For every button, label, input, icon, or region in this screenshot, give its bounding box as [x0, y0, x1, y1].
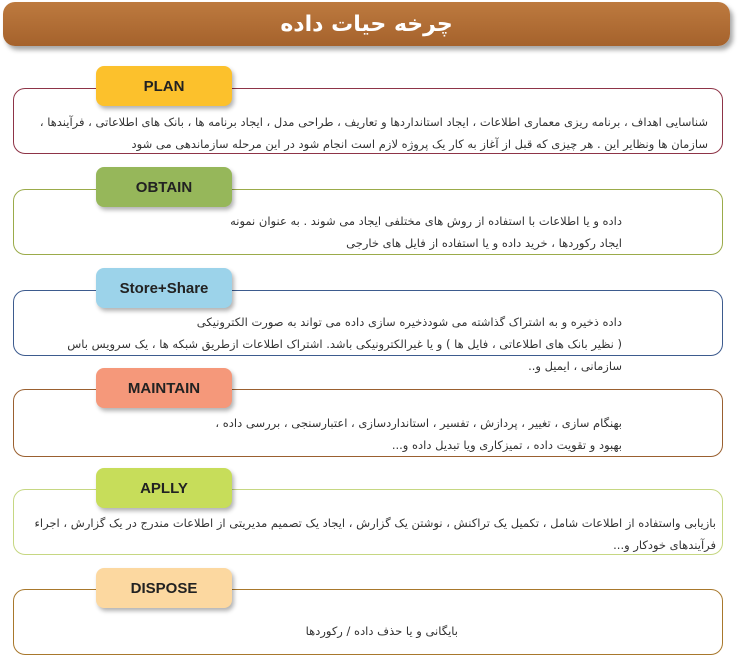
stage-text-line: داده ذخیره و به اشتراک گذاشته می شودذخیره سازی داده می تواند به صورت الکترونیکی: [196, 315, 622, 329]
stage-text-line: بهبود و تقویت داده ، تمیزکاری ویا تبدیل داده و...: [391, 438, 622, 452]
stage-tag-store-share: Store+Share: [96, 268, 232, 308]
stage-text-line: ( نظیر بانک های اطلاعاتی ، فایل ها ) و یا غیرالکترونیکی باشد. اشتراک اطلاعات ازطریق شبکه ها ، یک سرویس باس سازمانی ، ایمیل و..: [67, 337, 622, 373]
stage-text-line: سازمان ها ونظایر این . هر چیزی که قبل از آغاز به کار یک پروژه لازم است انجام شود در این مرحله سازماندهی می شود: [131, 137, 708, 151]
stage-tag-dispose: DISPOSE: [96, 568, 232, 608]
stage-tag-maintain: MAINTAIN: [96, 368, 232, 408]
stage-tag-plan: PLAN: [96, 66, 232, 106]
stage-text-line: بهنگام سازی ، تغییر ، پردازش ، تفسیر ، استانداردسازی ، اعتبارسنجی ، بررسی داده ،: [215, 416, 622, 430]
stage-text-line: ایجاد رکوردها ، خرید داده و یا استفاده از فایل های خارجی: [346, 236, 622, 250]
title-banner: [3, 2, 730, 46]
stage-text-line: فرآیندهای خودکار و...: [613, 538, 716, 552]
stage-text-line: بازیابی واستفاده از اطلاعات شامل ، تکمیل یک تراکنش ، نوشتن یک گزارش ، ایجاد یک تصمیم مدیریتی از اطلاعات مندرج در یک گزارش ، اجراء: [34, 516, 716, 530]
stage-text-line: داده و یا اطلاعات با استفاده از روش های مختلفی ایجاد می شوند . به عنوان نمونه: [230, 214, 622, 228]
stage-text-line: شناسایی اهداف ، برنامه ریزی معماری اطلاعات ، ایجاد استانداردها و تعاریف ، طراحی مدل ، ایجاد برنامه ها ، بانک های اطلاعاتی ، فرآیندها ،: [39, 115, 708, 129]
stage-text-line: بایگانی و یا حذف داده / رکوردها: [305, 624, 458, 638]
stage-tag-obtain: OBTAIN: [96, 167, 232, 207]
stage-tag-apply: APLLY: [96, 468, 232, 508]
diagram-title: چرخه حیات داده: [280, 11, 453, 37]
